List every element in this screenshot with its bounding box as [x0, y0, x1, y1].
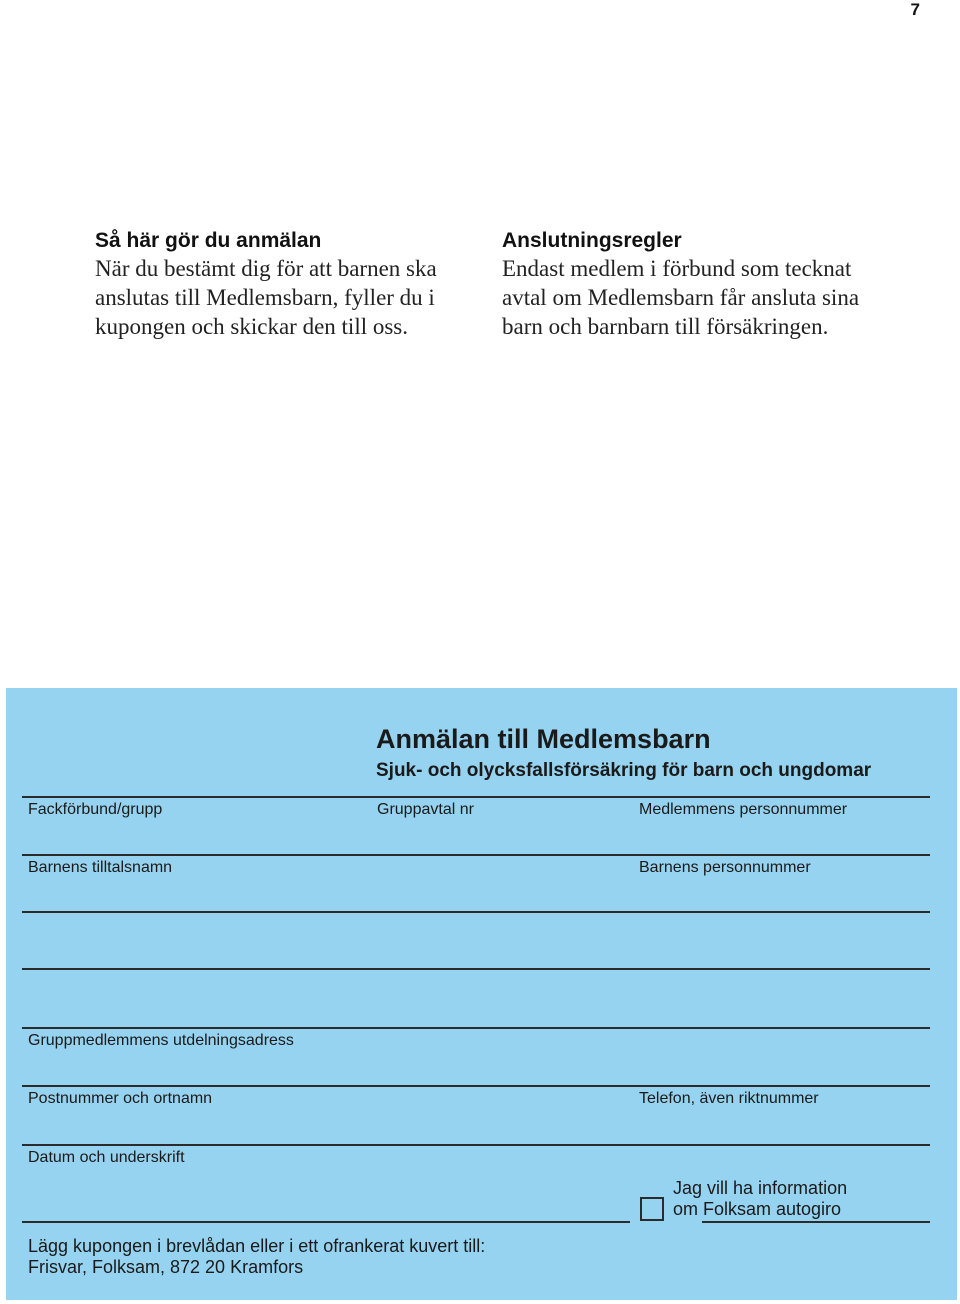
field-line-row1 — [22, 796, 930, 798]
field-child-personal-no[interactable]: Barnens personnummer — [639, 859, 811, 876]
field-postcode-city[interactable]: Postnummer och ortnamn — [28, 1090, 213, 1107]
intro-how-to-apply — [95, 228, 480, 341]
intro-eligibility-rules — [502, 228, 882, 341]
mailing-instructions — [28, 1236, 485, 1278]
intro-heading-eligibility: Anslutningsregler — [502, 229, 682, 252]
field-line-bottom-left — [22, 1221, 630, 1223]
field-line-blank2[interactable] — [22, 968, 930, 970]
intro-body-eligibility: Endast medlem i förbund som tecknat avtal om Medlemsbarn får ansluta sina barn och barnbarn till försäkringen. — [502, 256, 860, 339]
field-delivery-address[interactable]: Gruppmedlemmens utdelningsadress — [28, 1032, 294, 1049]
field-date-signature[interactable]: Datum och underskrift — [28, 1149, 185, 1166]
autogiro-info-checkbox[interactable] — [640, 1197, 664, 1221]
page-number: 7 — [910, 0, 920, 19]
mailing-line1: Lägg kupongen i brevlådan eller i ett ofrankerat kuvert till: — [28, 1236, 486, 1256]
field-group-agreement-no[interactable]: Gruppavtal nr — [377, 801, 474, 818]
intro-heading-how-to-apply: Så här gör du anmälan — [95, 229, 322, 252]
form-subtitle: Sjuk- och olycksfallsförsäkring för barn och ungdomar — [376, 760, 872, 781]
intro-body-how-to-apply: När du bestämt dig för att barnen ska anslutas till Medlemsbarn, fyller du i kupongen och skickar den till oss. — [95, 256, 437, 339]
field-line-blank1[interactable] — [22, 911, 930, 913]
autogiro-label-line2: om Folksam autogiro — [673, 1199, 842, 1219]
field-line-postcode — [22, 1085, 930, 1087]
autogiro-info-label — [673, 1178, 847, 1220]
autogiro-label-line1: Jag vill ha information — [673, 1178, 848, 1198]
form-title: Anmälan till Medlemsbarn — [376, 724, 711, 754]
application-form — [6, 688, 957, 1300]
field-line-bottom-right — [702, 1221, 930, 1223]
field-line-address — [22, 1027, 930, 1029]
field-union-group[interactable]: Fackförbund/grupp — [28, 801, 163, 818]
field-line-row2 — [22, 854, 930, 856]
field-line-signature — [22, 1144, 930, 1146]
field-phone[interactable]: Telefon, även riktnummer — [639, 1090, 819, 1107]
field-child-first-name[interactable]: Barnens tilltalsnamn — [28, 859, 173, 876]
mailing-line2: Frisvar, Folksam, 872 20 Kramfors — [28, 1257, 304, 1277]
field-member-personal-no[interactable]: Medlemmens personnummer — [639, 801, 848, 818]
